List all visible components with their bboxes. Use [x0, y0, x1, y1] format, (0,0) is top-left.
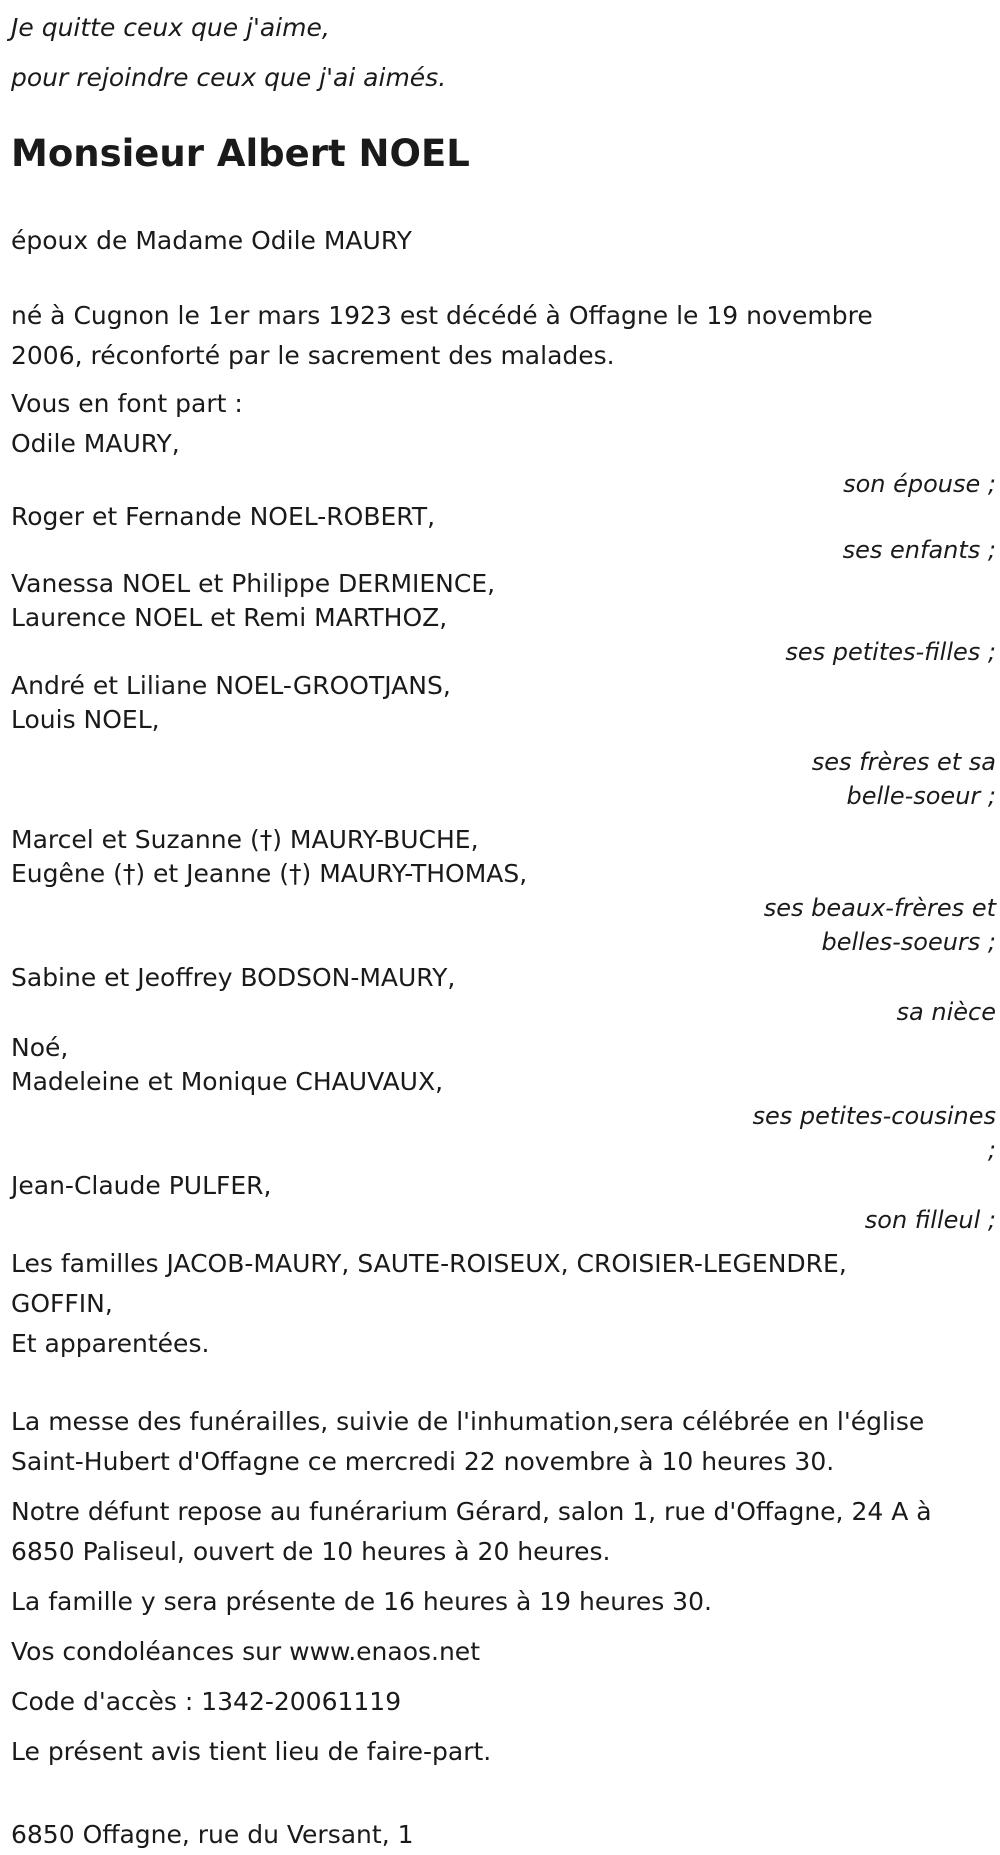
- relative-group: [11, 666, 996, 816]
- relative-role: ses frères et sa: [811, 748, 996, 776]
- family-presence-line: La famille y sera présente de 16 heures à 19 heures 30.: [11, 1587, 712, 1616]
- notice-line: Le présent avis tient lieu de faire-part.: [11, 1737, 492, 1766]
- families-line: Et apparentées.: [11, 1329, 210, 1358]
- relative-role: ses petites-filles ;: [785, 638, 996, 666]
- access-code-line: Code d'accès : 1342-20061119: [11, 1687, 402, 1716]
- relative-role: son épouse ;: [843, 470, 996, 498]
- relative-group: [11, 424, 996, 504]
- relative-role: belle-soeur ;: [846, 782, 996, 810]
- relative-role: ses beaux-frères et: [763, 894, 996, 922]
- obituary-notice: [11, 0, 996, 1855]
- relative-role: ses enfants ;: [842, 536, 996, 564]
- relative-name: Sabine et Jeoffrey BODSON-MAURY,: [11, 963, 456, 992]
- relative-group: [11, 564, 996, 672]
- opening-quote: [11, 0, 996, 103]
- relative-group: [11, 820, 996, 962]
- mass-line: Saint-Hubert d'Offagne ce mercredi 22 novembre à 10 heures 30.: [11, 1447, 835, 1476]
- birth-death-line: 2006, réconforté par le sacrement des malades.: [11, 341, 615, 370]
- families-line: Les familles JACOB-MAURY, SAUTE-ROISEUX, CROISIER-LEGENDRE,: [11, 1249, 847, 1278]
- relative-name-text: Eugêne (†) et Jeanne (†) MAURY-THOMAS,: [11, 859, 528, 888]
- address-line: 6850 Offagne, rue du Versant, 1: [11, 1820, 414, 1849]
- relative-group: [11, 1028, 996, 1170]
- families-block: [11, 1244, 996, 1364]
- relative-name: Roger et Fernande NOEL-ROBERT,: [11, 502, 436, 531]
- families-line: GOFFIN,: [11, 1289, 113, 1318]
- funeral-info: [11, 1402, 996, 1772]
- relative-name: André et Liliane NOEL-GROOTJANS,: [11, 671, 451, 700]
- relative-name-text: Marcel et Suzanne (†) MAURY-BUCHE,: [11, 825, 479, 854]
- rest-line: 6850 Paliseul, ouvert de 10 heures à 20 heures.: [11, 1537, 611, 1566]
- relative-group: [11, 1166, 996, 1240]
- relative-name: Noé,: [11, 1033, 69, 1062]
- relative-group: [11, 958, 996, 1032]
- birth-death-line: né à Cugnon le 1er mars 1923 est décédé à Offagne le 19 novembre: [11, 301, 873, 330]
- rest-line: Notre défunt repose au funérarium Gérard, salon 1, rue d'Offagne, 24 A à: [11, 1497, 932, 1526]
- relative-name: Jean-Claude PULFER,: [11, 1171, 272, 1200]
- relative-role: ses petites-cousines: [752, 1102, 996, 1130]
- birth-death-info: [11, 296, 996, 376]
- condolences-line: Vos condoléances sur www.enaos.net: [11, 1637, 480, 1666]
- relative-role: belles-soeurs ;: [821, 928, 996, 956]
- relatives-list: [11, 424, 996, 1240]
- mass-line: La messe des funérailles, suivie de l'inhumation,sera célébrée en l'église: [11, 1407, 925, 1436]
- deceased-name: Monsieur Albert NOEL: [11, 132, 470, 175]
- relative-role: son filleul ;: [864, 1206, 996, 1234]
- relative-name: Madeleine et Monique CHAUVAUX,: [11, 1067, 444, 1096]
- relative-role: sa nièce: [896, 998, 996, 1026]
- relative-group: [11, 497, 996, 570]
- relative-name: Odile MAURY,: [11, 429, 180, 458]
- spouse-line: époux de Madame Odile MAURY: [11, 226, 412, 255]
- quote-line: Je quitte ceux que j'aime,: [11, 13, 330, 42]
- relative-role: ;: [987, 1136, 996, 1164]
- relative-name: Vanessa NOEL et Philippe DERMIENCE,: [11, 569, 496, 598]
- relative-name: Louis NOEL,: [11, 705, 160, 734]
- announce-line: Vous en font part :: [11, 389, 243, 418]
- relative-name: Laurence NOEL et Remi MARTHOZ,: [11, 603, 448, 632]
- quote-line: pour rejoindre ceux que j'ai aimés.: [11, 63, 447, 92]
